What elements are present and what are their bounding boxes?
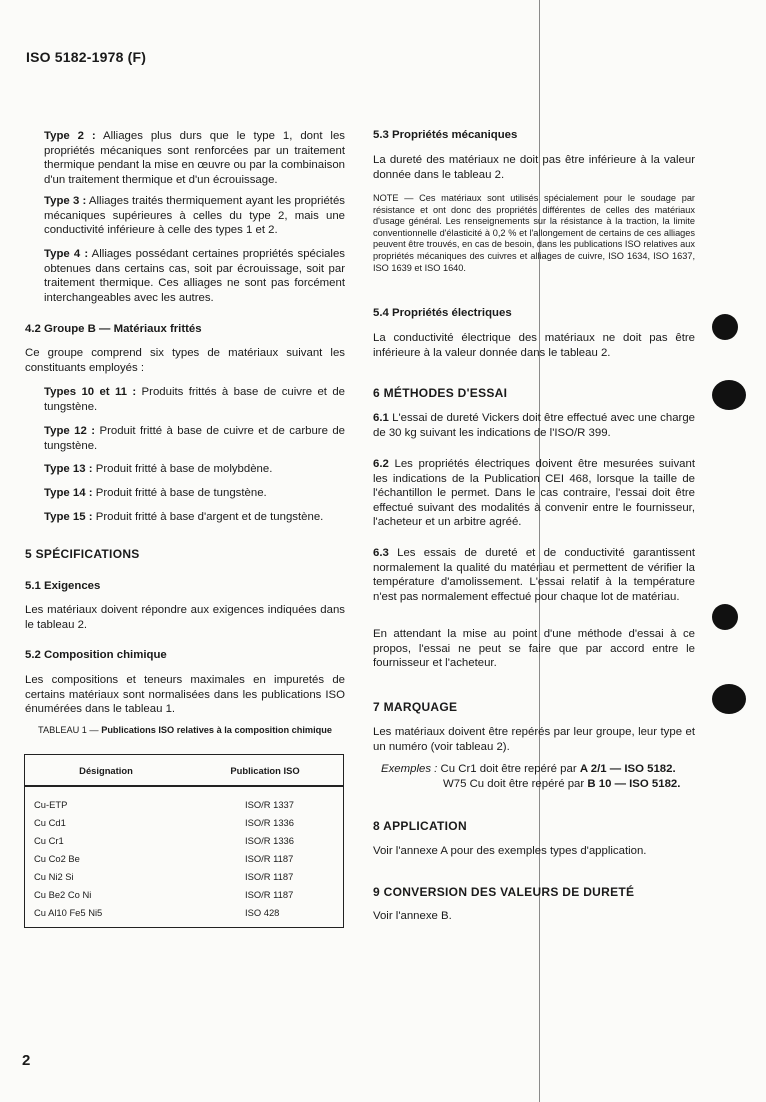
table-row: Cu Cd1 ISO/R 1336	[34, 816, 294, 828]
section-5-1-heading: 5.1 Exigences	[25, 580, 101, 592]
table-1-caption: TABLEAU 1 — Publications ISO relatives à la composition chimique	[38, 725, 332, 735]
punch-hole	[712, 684, 746, 714]
section-6-3-continued: En attendant la mise au point d'une méthode d'essai à ce propos, l'essai ne peut se faire que par accord entre le fournisseur et l'acheteur.	[373, 628, 695, 670]
table-header-publication: Publication ISO	[187, 755, 344, 787]
section-9-heading: 9 CONVERSION DES VALEURS DE DURETÉ	[373, 885, 635, 899]
section-8-heading: 8 APPLICATION	[373, 819, 467, 833]
section-5-3-text: La dureté des matériaux ne doit pas être inférieure à la valeur donnée dans le tableau 2.	[373, 154, 695, 181]
marking-example-2: W75 Cu doit être repéré par B 10 — ISO 5182.	[443, 778, 681, 790]
table-row: Cu-ETP ISO/R 1337	[34, 798, 294, 810]
table-header-designation: Désignation	[25, 755, 188, 787]
punch-hole	[712, 380, 746, 410]
section-5-1-text: Les matériaux doivent répondre aux exigences indiquées dans le tableau 2.	[25, 604, 345, 631]
section-4-2-heading: 4.2 Groupe B — Matériaux frittés	[25, 323, 202, 335]
section-6-1-paragraph: 6.1 L'essai de dureté Vickers doit être effectué avec une charge de 30 kg suivant les indications de l'ISO/R 399.	[373, 412, 695, 439]
section-6-3-paragraph: 6.3 Les essais de dureté et de conductivité garantissent normalement la qualité du matériau et permettent de vérifier la température d'amolissement. L'essai relatif à la température n'est pas normalement effectué pour chaque lot de matériau.	[373, 547, 695, 603]
table-row: Cu Cr1 ISO/R 1336	[34, 834, 294, 846]
section-5-2-heading: 5.2 Composition chimique	[25, 649, 167, 661]
section-5-3-heading: 5.3 Propriétés mécaniques	[373, 129, 518, 141]
types-10-11-paragraph: Types 10 et 11 : Produits frittés à base de cuivre et de tungstène.	[44, 386, 345, 413]
section-7-heading: 7 MARQUAGE	[373, 700, 458, 714]
section-9-text: Voir l'annexe B.	[373, 910, 452, 922]
document-header: ISO 5182-1978 (F)	[26, 49, 147, 65]
section-8-text: Voir l'annexe A pour des exemples types d'application.	[373, 845, 647, 857]
punch-hole	[712, 314, 738, 340]
type-2-paragraph: Type 2 : Alliages plus durs que le type 1, dont les propriétés mécaniques sont renforcées par un traitement thermique pendant la mise en œuvre ou par la combinaison d'un traitement thermique et d'un écrouissage.	[44, 130, 345, 186]
section-5-4-text: La conductivité électrique des matériaux ne doit pas être inférieure à la valeur donnée dans le tableau 2.	[373, 332, 695, 359]
section-5-heading: 5 SPÉCIFICATIONS	[25, 547, 140, 561]
table-row: Cu Ni2 Si ISO/R 1187	[34, 870, 294, 882]
table-row: Cu Be2 Co Ni ISO/R 1187	[34, 888, 294, 900]
section-7-text: Les matériaux doivent être repérés par leur groupe, leur type et un numéro (voir tableau 2).	[373, 726, 695, 753]
section-5-2-text: Les compositions et teneurs maximales en impuretés de certains matériaux sont normalisées dans les publications ISO énumérées dans le tableau 1.	[25, 674, 345, 716]
punch-hole	[712, 604, 738, 630]
type-3-paragraph: Type 3 : Alliages traités thermiquement ayant les propriétés mécaniques supérieures à celles du type 2, mais une conductivité inférieure à celle des types 1 et 2.	[44, 195, 345, 237]
page-number: 2	[22, 1052, 31, 1069]
table-row: Cu Al10 Fe5 Ni5 ISO 428	[34, 906, 280, 918]
table-1	[24, 754, 344, 928]
section-5-3-note: NOTE — Ces matériaux sont utilisés spécialement pour le soudage par résistance et ont donc des propriétés différentes de celles des matériaux d'usage général. Les renseignements sur la résistance à la traction, la limite conventionnelle d'élasticité à 0,2 % et l'allongement de certains de ces alliages peuvent être trouvés, en cas de besoin, dans les publications ISO relatives aux propriétés mécaniques des cuivres et alliages de cuivre, ISO 1634, ISO 1637, ISO 1639 et ISO 1640.	[373, 193, 695, 273]
section-6-heading: 6 MÉTHODES D'ESSAI	[373, 386, 508, 400]
type-14-paragraph: Type 14 : Produit fritté à base de tungstène.	[44, 487, 267, 499]
type-12-paragraph: Type 12 : Produit fritté à base de cuivre et de carbure de tungstène.	[44, 425, 345, 452]
type-4-paragraph: Type 4 : Alliages possédant certaines propriétés spéciales obtenues dans certains cas, soit par écrouissage, soit par traitement thermique. Ces alliages ne sont pas forcément interchangeables avec les autres.	[44, 248, 345, 304]
type-13-paragraph: Type 13 : Produit fritté à base de molybdène.	[44, 463, 273, 475]
table-row: Cu Co2 Be ISO/R 1187	[34, 852, 294, 864]
section-6-2-paragraph: 6.2 Les propriétés électriques doivent être mesurées suivant les indications de la Publication CEI 468, lorsque la taille de l'échantillon le permet. Dans le cas contraire, l'essai doit être effectué suivant des modalités à convenir entre le fournisseur, l'acheteur et un arbitre agréé.	[373, 458, 695, 529]
marking-example-1: Exemples : Cu Cr1 doit être repéré par A 2/1 — ISO 5182.	[381, 763, 676, 775]
section-5-4-heading: 5.4 Propriétés électriques	[373, 307, 512, 319]
section-4-2-intro: Ce groupe comprend six types de matériaux suivant les constituants employés :	[25, 347, 345, 374]
type-15-paragraph: Type 15 : Produit fritté à base d'argent et de tungstène.	[44, 511, 324, 523]
